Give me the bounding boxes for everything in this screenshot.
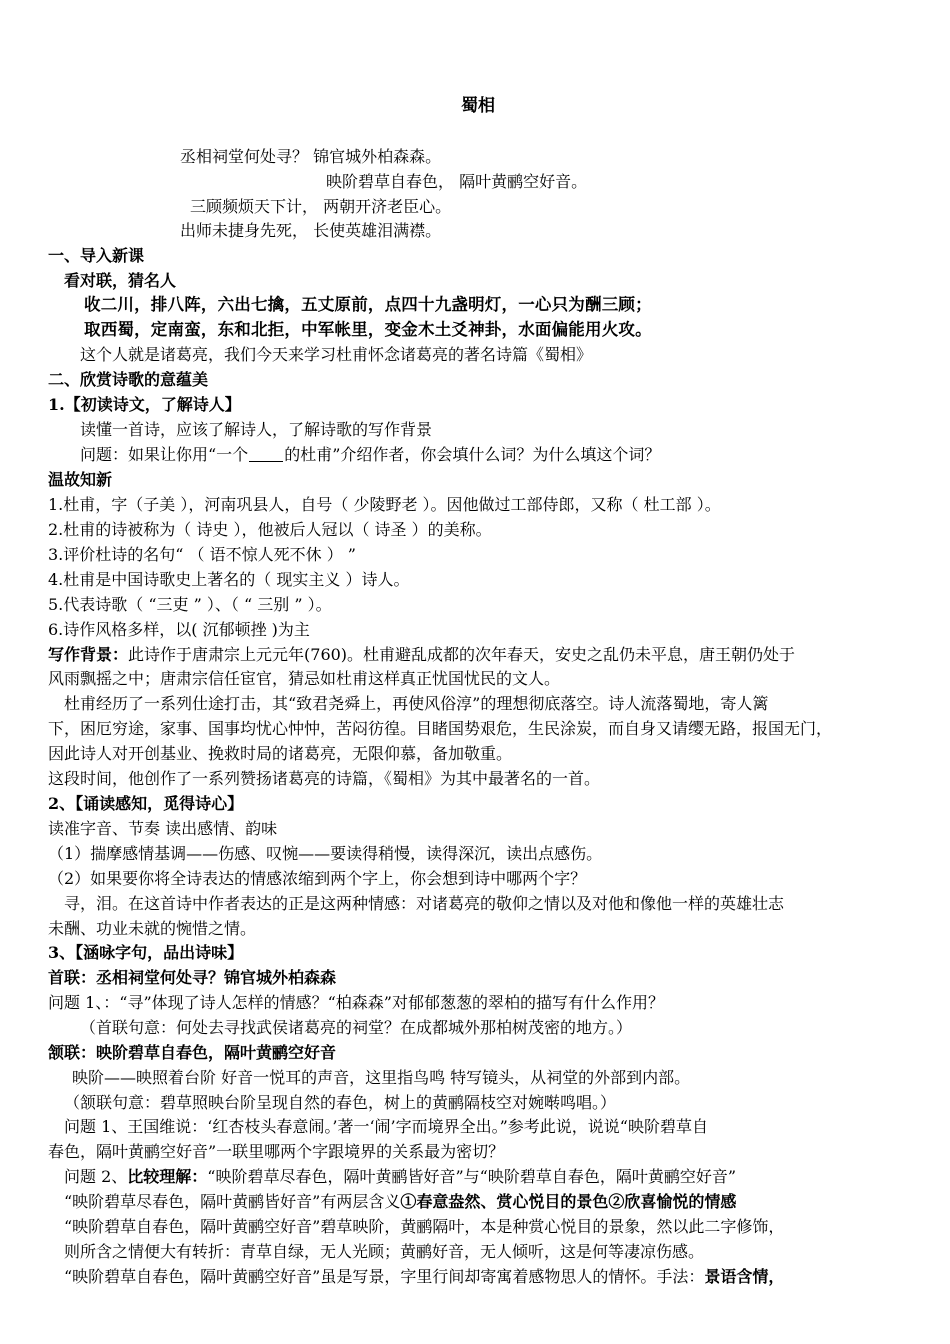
couplet-line-1: 收二川，排八阵，六出七擒，五丈原前，点四十九盏明灯，一心只为酬三顾； [84, 295, 652, 314]
compare-3-text: “映阶碧草自春色，隔叶黄鹂空好音”虽是写景，字里行间却寄寓着感物思人的情怀。手法： [64, 1267, 705, 1286]
review-item-6: 6.诗作风格多样，以( 沉郁顿挫 )为主 [48, 620, 310, 639]
background-p3: 这段时间，他创作了一系列赞扬诸葛亮的诗篇，《蜀相》为其中最著名的一首。 [48, 769, 601, 788]
hanlian-heading: 颔联：映阶碧草自春色，隔叶黄鹂空好音 [48, 1043, 337, 1062]
hanlian-q2-bold: 比较理解： [127, 1167, 208, 1186]
part-2-line-5: 未酬、功业未就的惋惜之情。 [48, 919, 257, 938]
question-text-a: 问题：如果让你用“一个 [80, 445, 249, 464]
page-title: 蜀相 [461, 96, 495, 116]
review-item-2: 2.杜甫的诗被称为（ 诗史 ），他被后人冠以（ 诗圣 ）的美称。 [48, 520, 492, 539]
compare-1-bold: ①春意盎然、赏心悦目的景色②欣喜愉悦的情感 [400, 1192, 737, 1211]
compare-3-bold: 景语含情， [704, 1267, 785, 1286]
background-p2-line-3: 因此诗人对开创基业、挽救时局的诸葛亮，无限仰慕，备加敬重。 [48, 744, 513, 763]
part-3-heading: 3、【涵咏字句，品出诗味】 [48, 943, 244, 962]
compare-line-1 [64, 1191, 736, 1213]
hanlian-q2 [64, 1166, 736, 1188]
part-1-line-1: 读懂一首诗，应该了解诗人，了解诗歌的写作背景 [80, 420, 433, 439]
review-heading: 温故知新 [48, 470, 113, 489]
part-1-question [80, 444, 660, 466]
poem-line-2: 映阶碧草自春色， 隔叶黄鹂空好音。 [326, 172, 588, 191]
part-2-line-2: （1）揣摩感情基调——伤感、叹惋——要读得稍慢，读得深沉，读出点感伤。 [48, 844, 603, 863]
review-item-1: 1.杜甫，字（子美 ），河南巩县人，自号（ 少陵野老 ）。因他做过工部侍郎，又称（ 杜工部 ）。 [48, 495, 721, 514]
couplet-line-2: 取西蜀，定南蛮，东和北拒，中军帐里，变金木土爻神卦，水面偏能用火攻。 [84, 320, 652, 339]
poem-line-1: 丞相祠堂何处寻？ 锦官城外柏森森。 [180, 147, 442, 166]
review-item-5: 5.代表诗歌（ “三吏 ” ）、（ “ 三别 ” ）。 [48, 595, 332, 614]
fill-in-blank [249, 446, 283, 462]
section-1-heading: 一、导入新课 [48, 246, 145, 265]
part-2-line-1: 读准字音、节奏 读出感情、韵味 [48, 819, 278, 838]
part-2-line-4: 寻，泪。在这首诗中作者表达的正是这两种情感：对诸葛亮的敬仰之情以及对他和像他一样的英雄壮志 [64, 894, 785, 913]
poem-line-3: 三顾频烦天下计， 两朝开济老臣心。 [190, 197, 452, 216]
compare-line-2b: 则所含之情便大有转折：青草自绿，无人光顾；黄鹂好音，无人倾听，这是何等凄凉伤感。 [64, 1242, 705, 1261]
section-1-subheading: 看对联，猜名人 [64, 271, 177, 290]
hanlian-q1-line-2: 春色，隔叶黄鹂空好音”一联里哪两个字跟境界的关系最为密切？ [48, 1142, 505, 1161]
hanlian-note: （颔联句意：碧草照映台阶呈现自然的春色，树上的黄鹂隔枝空对婉啭鸣唱。） [64, 1093, 617, 1112]
hanlian-gloss: 映阶——映照着台阶 好音一悦耳的声音，这里指鸟鸣 特写镜头，从祠堂的外部到内部。 [72, 1068, 691, 1087]
intro-line: 这个人就是诸葛亮，我们今天来学习杜甫怀念诸葛亮的著名诗篇《蜀相》 [80, 345, 593, 364]
hanlian-q2-text: “映阶碧草尽春色，隔叶黄鹂皆好音”与“映阶碧草自春色，隔叶黄鹂空好音” [207, 1167, 737, 1186]
compare-1-text: “映阶碧草尽春色，隔叶黄鹂皆好音”有两层含义 [64, 1192, 401, 1211]
review-item-3: 3.评价杜诗的名句“ （ 语不惊人死不休 ） ” [48, 545, 356, 564]
compare-line-2a: “映阶碧草自春色，隔叶黄鹂空好音”碧草映阶，黄鹂隔叶，本是种赏心悦目的景象，然以此二字修饰， [64, 1217, 785, 1236]
section-2-heading: 二、欣赏诗歌的意蕴美 [48, 370, 209, 389]
background-label: 写作背景： [48, 645, 129, 664]
review-item-4: 4.杜甫是中国诗歌史上著名的（ 现实主义 ）诗人。 [48, 570, 410, 589]
background-p2-line-1: 杜甫经历了一系列仕途打击，其“致君尧舜上，再使风俗淳”的理想彻底落空。诗人流落蜀地，寄人篱 [64, 694, 769, 713]
hanlian-q1-line-1: 问题 1、王国维说：‘红杏枝头春意闹。’著一‘闹’字而境界全出。”参考此说，说说“映阶碧草自 [64, 1117, 708, 1136]
question-text-b: 的杜甫”介绍作者，你会填什么词？为什么填这个词？ [284, 445, 661, 464]
shoulian-question: 问题 1、：“寻”体现了诗人怎样的情感？“柏森森”对郁郁葱葱的翠柏的描写有什么作用？ [48, 993, 664, 1012]
part-1-heading: 1.【初读诗文，了解诗人】 [48, 395, 241, 414]
background-line-1 [48, 644, 795, 666]
part-2-line-3: （2）如果要你将全诗表达的情感浓缩到两个字上，你会想到诗中哪两个字？ [48, 869, 587, 888]
part-2-heading: 2、【诵读感知，觅得诗心】 [48, 794, 244, 813]
background-p2-line-2: 下，困厄穷途，家事、国事均忧心忡忡，苦闷彷徨。目睹国势艰危，生民涂炭，而自身又请缨无路，报国无门， [48, 719, 833, 738]
shoulian-note: （首联句意：何处去寻找武侯诸葛亮的祠堂？在成都城外那柏树茂密的地方。） [80, 1018, 633, 1037]
poem-line-4: 出师未捷身先死， 长使英雄泪满襟。 [180, 221, 442, 240]
background-text-1: 此诗作于唐肃宗上元元年(760)。杜甫避乱成都的次年春天，安史之乱仍未平息，唐王朝仍处于 [128, 645, 796, 664]
shoulian-heading: 首联：丞相祠堂何处寻？锦官城外柏森森 [48, 968, 337, 987]
background-line-2: 风雨飘摇之中；唐肃宗信任宦官，猜忌如杜甫这样真正忧国忧民的文人。 [48, 669, 561, 688]
hanlian-q2-label: 问题 2、 [64, 1167, 128, 1186]
compare-line-3 [64, 1266, 784, 1288]
